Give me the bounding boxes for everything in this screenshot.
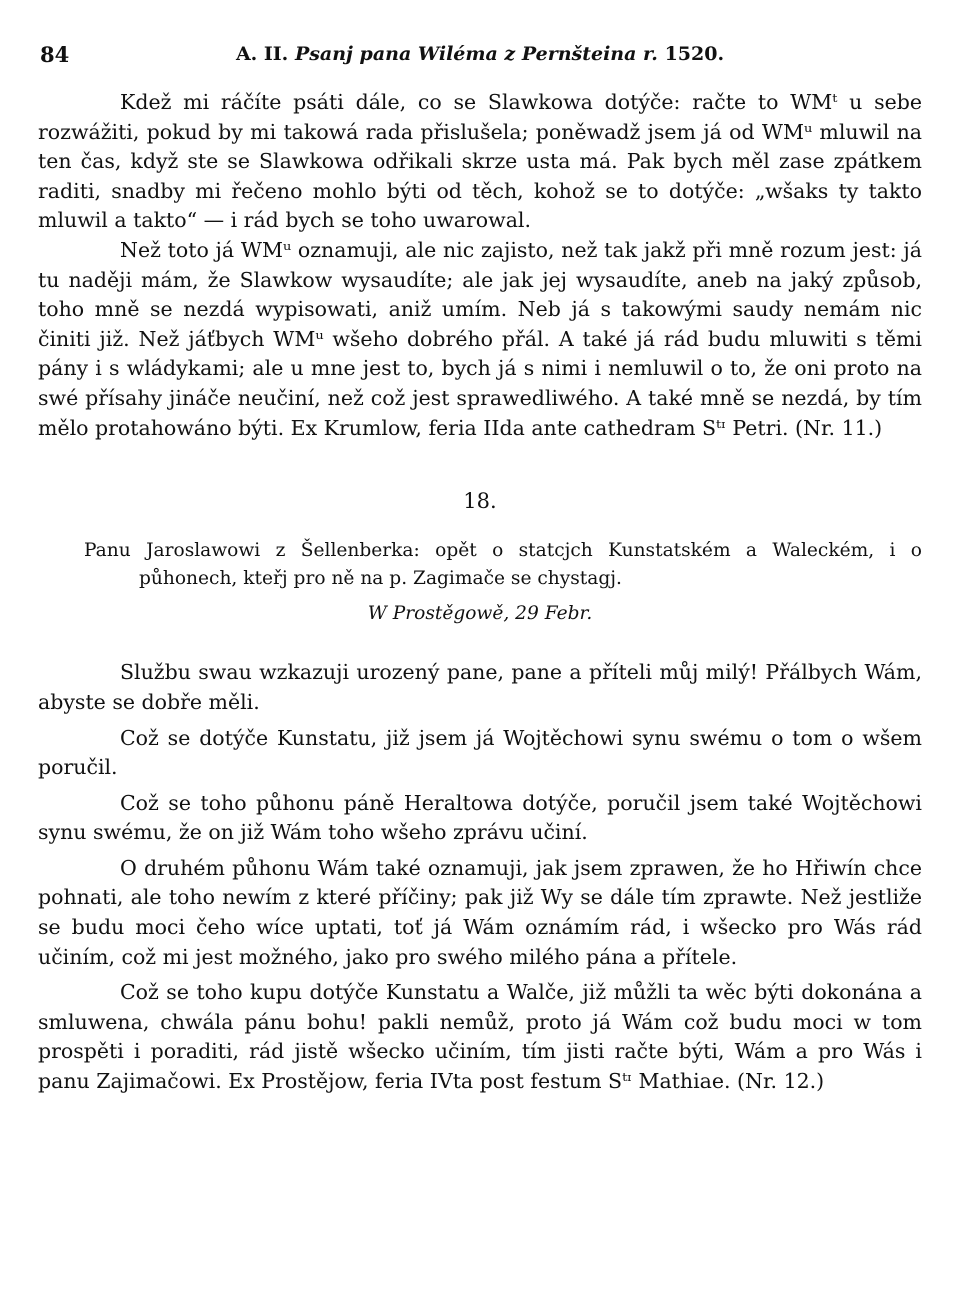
running-year: 1520. <box>664 43 725 65</box>
letter-body <box>38 658 922 1096</box>
section-number: 18. <box>463 489 497 514</box>
paragraph: Což se toho půhonu páně Heraltowa dotýče, poručil jsem také Wojtěchowi synu swému, že on již Wám toho wšeho zprávu učiní. <box>38 790 922 845</box>
paragraph: Kdež mi ráčíte psáti dále, co se Slawkowa dotýče: račte to WMᵗ u sebe rozwážiti, pokud by mi takowá rada přislušela; poněwadž jsem já od WMᵘ mluwil na ten čas, když ste se Slawkowa odřikali skrze usta má. Pak bych měl zase zpátkem raditi, snadby mi řečeno mohlo býti od těch, kohož se to dotýče: „wšaks ty takto mluwil a takto“ — i rád bych se toho uwarowal. <box>38 90 922 233</box>
paragraph: Což se dotýče Kunstatu, již jsem já Wojtěchowi synu swému o tom o wšem poručil. <box>38 725 922 780</box>
previous-letter-body <box>38 88 922 443</box>
running-title-text: Psanj pana Wiléma z Pernšteina r. <box>294 43 658 65</box>
paragraph: Než toto já WMᵘ oznamuji, ale nic zajisto, než tak jakž při mně rozum jest: já tu naději mám, že Slawkow wysaudíte; ale jak jej wysaudíte, aneb na jaký způsob, toho mně se nezdá wypisowati, aniž umím. Neb já s takowými saudy nemám nic činiti již. Než jáťbych WMᵘ wšeho dobrého přál. A také já rád budu mluwiti s těmi pány i s wládykami; ale u mne jest to, bych já s nimi i nemluwil o to, že oni proto na swé přísahy jináče neučiní, než což jest sprawedliwého. A také mně se nezdá, by tím mělo protahowáno býti. Ex Krumlow, feria IIda ante cathedram Sᵗᶦ Petri. (Nr. 11.) <box>38 237 922 440</box>
dateline: W Prostěgowě, 29 Febr. <box>367 602 593 624</box>
running-prefix: A. II. <box>235 43 289 65</box>
summary-text: Panu Jaroslawowi z Šellenberka: opět o statcjch Kunstatském a Waleckém, i o půhonech, kteřj pro ně na p. Zagimače se chystagj. <box>84 539 922 589</box>
page-number: 84 <box>40 42 70 67</box>
running-title <box>38 40 922 70</box>
running-header <box>38 30 922 67</box>
letter-summary <box>84 537 922 593</box>
paragraph: Což se toho kupu dotýče Kunstatu a Walče, již můžli ta wěc býti dokonána a smluwena, chwála pánu bohu! pakli nemůž, proto já Wám což budu moci w tom prospěti i poraditi, rád jistě wšecko učiním, tím jisti račte býti, Wám a pro Wás i panu Zajimačowi. Ex Prostějow, feria IVta post festum Sᵗᶦ Mathiae. (Nr. 12.) <box>38 980 922 1094</box>
paragraph: Službu swau wzkazuji urozený pane, pane a příteli můj milý! Přálbych Wám, abyste se dobře měli. <box>38 660 922 714</box>
paragraph: O druhém půhonu Wám také oznamuji, jak jsem zprawen, že ho Hřiwín chce pohnati, ale toho newím z které příčiny; pak již Wy se dále tím zprawte. Než jestliže se budu moci čeho wíce uptati, toť já Wám oznámím rád, i wšecko pro Wás rád učiním, což mi jest možného, jako pro swého milého pána a přítele. <box>38 855 922 969</box>
